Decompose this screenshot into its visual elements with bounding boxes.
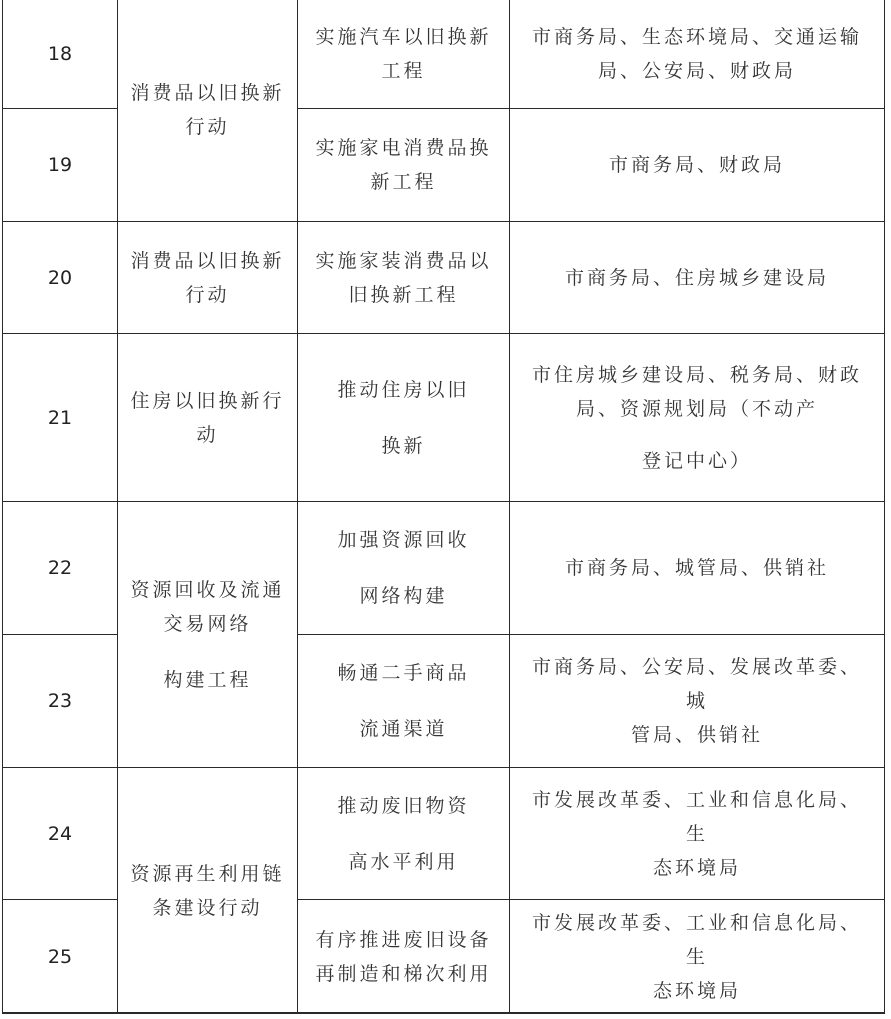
action-cell	[118, 502, 298, 768]
task-text: 畅通二手商品	[337, 662, 470, 684]
table-row	[3, 768, 885, 900]
row-number: 25	[3, 900, 118, 1014]
action-text: 构建工程	[163, 668, 252, 691]
department-text: 市住房城乡建设局、税务局、财政	[531, 363, 862, 386]
table-row	[3, 502, 885, 635]
department-cell	[510, 635, 885, 768]
action-text: 消费品以旧换新	[130, 249, 285, 272]
task-text: 有序推进废旧设备	[315, 928, 492, 951]
department-text: 市发展改革委、工业和信息化局、生	[531, 911, 862, 968]
action-cell	[118, 768, 298, 1014]
action-cell	[118, 334, 298, 502]
task-text: 工程	[381, 59, 426, 82]
row-number: 21	[3, 334, 118, 502]
department-text: 市商务局、公安局、发展改革委、城	[531, 656, 862, 712]
task-text: 高水平利用	[348, 850, 459, 873]
department-cell	[510, 502, 885, 635]
action-text: 条建设行动	[152, 896, 263, 919]
row-number: 22	[3, 502, 118, 635]
action-cell	[118, 222, 298, 334]
table-bottom-border	[2, 1012, 884, 1013]
task-text: 旧换新工程	[348, 283, 459, 306]
table-row	[3, 222, 885, 334]
table-row	[3, 0, 885, 109]
task-text: 加强资源回收	[337, 529, 470, 551]
action-text: 行动	[185, 283, 230, 306]
department-cell	[510, 900, 885, 1014]
table-row	[3, 334, 885, 502]
row-number: 20	[3, 222, 118, 334]
task-cell	[298, 768, 510, 900]
department-text: 态环境局	[652, 979, 741, 1002]
department-cell	[510, 109, 885, 222]
department-text: 局、公安局、财政局	[597, 59, 796, 82]
task-text: 换新	[381, 434, 426, 457]
department-cell	[510, 222, 885, 334]
row-number: 24	[3, 768, 118, 900]
department-text: 局、资源规划局（不动产	[575, 397, 818, 420]
task-text: 实施家电消费品换	[315, 137, 492, 159]
row-number: 18	[3, 0, 118, 109]
task-text: 推动住房以旧	[337, 378, 470, 401]
task-cell	[298, 334, 510, 502]
action-text: 资源再生利用链	[130, 862, 285, 885]
task-text: 推动废旧物资	[337, 794, 470, 817]
action-text: 消费品以旧换新	[130, 82, 285, 104]
action-text: 资源回收及流通	[130, 578, 285, 601]
action-cell	[118, 0, 298, 222]
task-text: 实施汽车以旧换新	[315, 25, 492, 48]
department-text: 管局、供销社	[630, 724, 763, 746]
task-cell	[298, 109, 510, 222]
department-text: 市商务局、生态环境局、交通运输	[531, 25, 862, 48]
action-text: 行动	[185, 116, 230, 138]
department-text: 市商务局、住房城乡建设局	[564, 266, 829, 289]
task-cell	[298, 900, 510, 1014]
department-cell	[510, 334, 885, 502]
department-text: 市商务局、财政局	[608, 154, 785, 176]
task-cell	[298, 502, 510, 635]
department-text: 登记中心）	[641, 449, 752, 472]
department-cell	[510, 0, 885, 109]
action-text: 交易网络	[163, 612, 252, 635]
row-number: 19	[3, 109, 118, 222]
task-text: 实施家装消费品以	[315, 249, 492, 272]
task-text: 再制造和梯次利用	[315, 962, 492, 985]
department-text: 态环境局	[652, 856, 741, 879]
task-text: 新工程	[370, 171, 437, 193]
task-cell	[298, 222, 510, 334]
row-number: 23	[3, 635, 118, 768]
task-cell	[298, 635, 510, 768]
action-text: 住房以旧换新行	[130, 389, 285, 412]
task-text: 流通渠道	[359, 718, 448, 740]
department-text: 市发展改革委、工业和信息化局、生	[531, 788, 862, 845]
department-cell	[510, 768, 885, 900]
task-text: 网络构建	[359, 585, 448, 607]
department-text: 市商务局、城管局、供销社	[564, 557, 829, 579]
task-cell	[298, 0, 510, 109]
action-text: 动	[196, 423, 219, 446]
task-table	[2, 0, 885, 1014]
